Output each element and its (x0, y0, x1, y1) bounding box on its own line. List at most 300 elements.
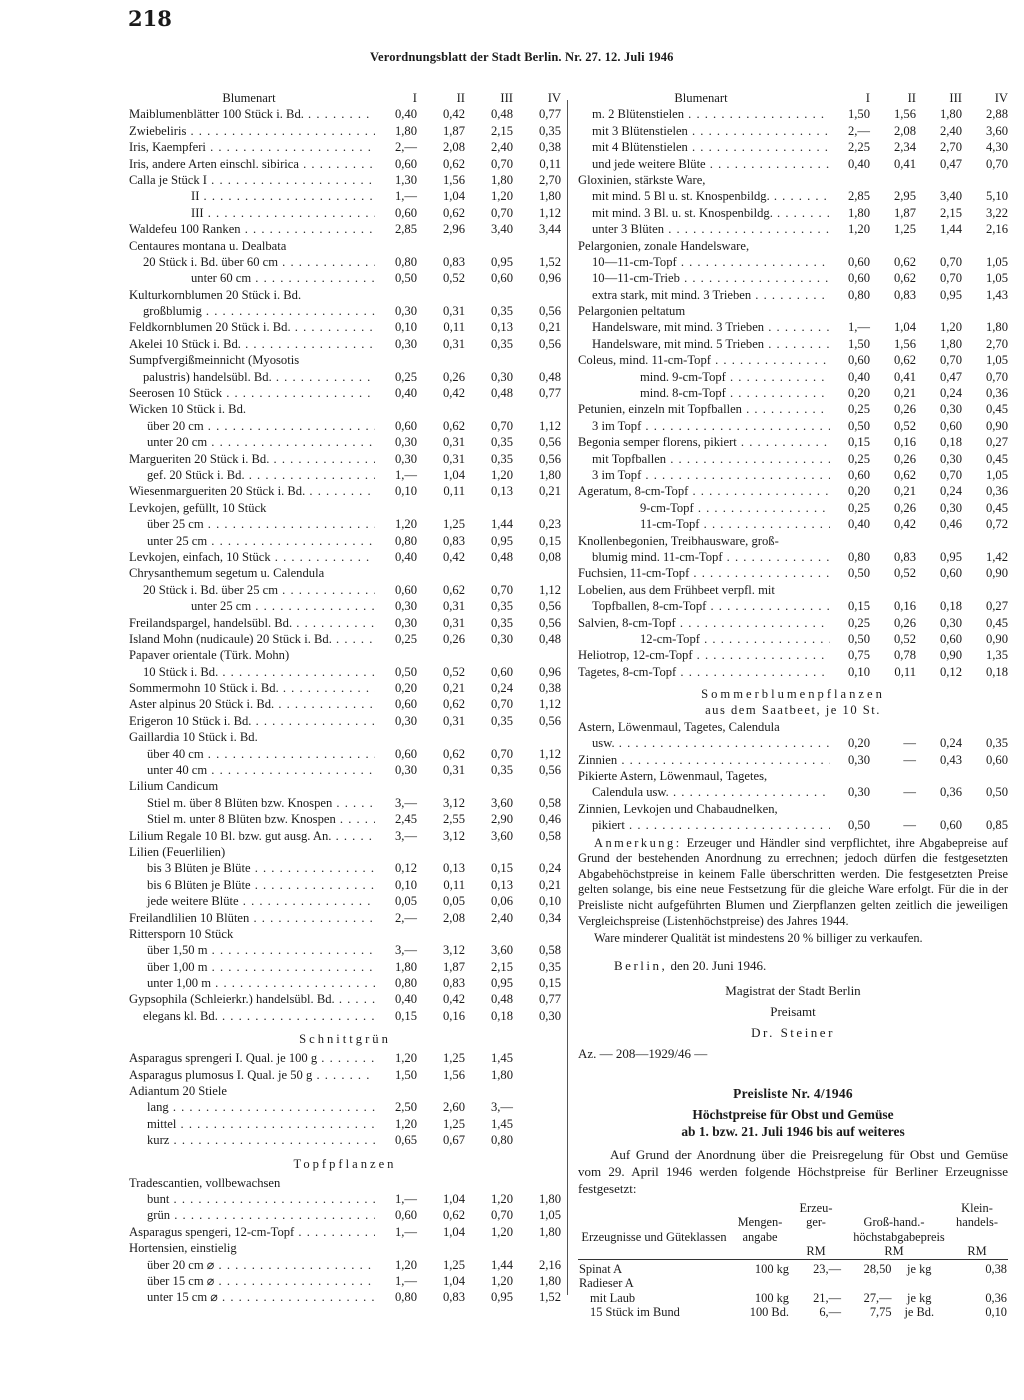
item-label: Gloxinien, stärkste Ware, (578, 172, 706, 187)
item-label: Calla je Stück I . . . (129, 172, 375, 188)
price-cell: 3,60 (490, 943, 513, 958)
cell-menge: 100 kg (754, 1290, 789, 1305)
table-row (129, 1240, 561, 1256)
price-cell: 0,83 (442, 1290, 465, 1305)
table-row (129, 991, 561, 1007)
table-row (129, 385, 561, 401)
item-label: Erigeron 10 Stück i. Bd. . . . (129, 713, 375, 729)
item-label: Feldkornblumen 20 Stück i. Bd. . . . (129, 319, 375, 335)
item-label: Akelei 10 Stück i. Bd. . . . (129, 336, 375, 352)
price-cell: 0,30 (394, 763, 417, 778)
table-row (129, 1083, 561, 1099)
price-cell: 0,13 (490, 877, 513, 892)
price-cell: 1,12 (538, 205, 561, 220)
table-row (129, 926, 561, 942)
cell-erz: 6,— (819, 1305, 841, 1320)
price-cell: 1,04 (442, 1192, 465, 1206)
price-cell: 0,52 (442, 664, 465, 679)
item-label: bis 3 Blüten je Blüte . . . (129, 860, 375, 876)
item-label: unter 20 cm . . . (129, 434, 375, 450)
price-cell: 0,95 (939, 287, 962, 302)
price-cell: 0,15 (394, 1008, 417, 1023)
table-row (129, 615, 561, 631)
col-head-i: I (865, 91, 870, 105)
item-label: Seerosen 10 Stück . . . (129, 385, 375, 401)
table-row (129, 319, 561, 335)
price-cell: 0,52 (893, 418, 916, 433)
price-cell: 0,70 (985, 369, 1008, 384)
anmerkung-label: Anmerkung: (594, 835, 682, 850)
price-cell: 0,38 (538, 140, 561, 155)
price-cell: 0,90 (985, 631, 1008, 646)
price-cell: 0,48 (490, 386, 513, 401)
item-label: Wicken 10 Stück i. Bd. (129, 402, 247, 417)
item-label: 3 im Topf . . . (578, 418, 830, 434)
table-row (578, 336, 1008, 352)
table-row (129, 516, 561, 532)
price-cell: 1,20 (394, 1257, 417, 1272)
page-header: Verordnungsblatt der Stadt Berlin. Nr. 27. 12. Juli 1946 (370, 50, 674, 64)
price-cell: 0,21 (538, 320, 561, 335)
table-row (129, 418, 561, 434)
price-cell: 0,56 (538, 599, 561, 614)
price-cell: 0,83 (442, 533, 465, 548)
price-cell: 0,18 (939, 599, 962, 614)
price-cell: 1,04 (442, 1273, 465, 1288)
price-cell: 0,47 (939, 156, 962, 171)
price-cell: 0,21 (442, 681, 465, 696)
table-row (129, 696, 561, 712)
price-cell: 1,12 (538, 697, 561, 712)
table-row (578, 287, 1008, 303)
price-cell: 3,— (394, 795, 417, 810)
price-cell: 4,30 (985, 140, 1008, 155)
table-row (129, 549, 561, 565)
item-label: mind. 8-cm-Topf . . . (578, 385, 830, 401)
cell-einheit: je kg (907, 1290, 932, 1305)
price-cell: 0,50 (985, 785, 1008, 800)
price-cell: 0,11 (539, 156, 561, 171)
cell-gross: 7,75 (869, 1305, 892, 1320)
price-cell: 0,46 (538, 812, 561, 827)
table-row (129, 336, 561, 352)
price-cell: 1,05 (985, 353, 1008, 368)
price-cell: 1,56 (893, 336, 916, 351)
item-label: Handelsware, mit mind. 3 Trieben . . . (578, 319, 830, 335)
table-row (129, 680, 561, 696)
price-cell: 0,60 (847, 467, 870, 482)
table-row (578, 615, 1008, 631)
table-row (129, 893, 561, 909)
anmerkung-quality-note (578, 931, 1008, 947)
price-cell: 0,20 (847, 736, 870, 751)
price-cell: 0,85 (985, 818, 1008, 833)
price-cell: 0,70 (939, 271, 962, 286)
table-row (129, 188, 561, 204)
preisliste-intro: Auf Grund der Anordnung über die Preisregelung für Obst und Gemüse vom 29. April 1946 werden folgende Höchstpreise für Berliner Erzeugnisse festgesetzt: (578, 1146, 1008, 1196)
price-cell: 0,83 (442, 254, 465, 269)
price-cell: 0,30 (394, 435, 417, 450)
price-cell: 0,15 (490, 861, 513, 876)
table-row (129, 172, 561, 188)
price-cell: 2,15 (490, 959, 513, 974)
item-label: jede weitere Blüte . . . (129, 893, 375, 909)
price-cell: 3,40 (939, 189, 962, 204)
item-label: über 1,00 m . . . (129, 959, 375, 975)
table-row (129, 303, 561, 319)
table-row (578, 768, 1008, 784)
item-label: Aster alpinus 20 Stück i. Bd. . . . (129, 696, 375, 712)
unit-rm-erzeuger: RM (806, 1244, 826, 1259)
item-label: Salvien, 8-cm-Topf . . . (578, 615, 830, 631)
price-cell: 0,48 (490, 107, 513, 122)
table-row (578, 451, 1008, 467)
price-cell: 1,20 (394, 517, 417, 532)
table-row (129, 778, 561, 794)
price-cell: 1,52 (538, 1290, 561, 1305)
price-cell: 0,70 (490, 1208, 513, 1223)
price-cell: 3,12 (442, 795, 465, 810)
table-row (129, 533, 561, 549)
price-cell: 0,58 (538, 943, 561, 958)
price-cell: 0,18 (939, 435, 962, 450)
price-cell: 0,11 (443, 484, 465, 499)
table-row (129, 369, 561, 385)
price-cell: 1,— (394, 1224, 417, 1239)
table-row (129, 1008, 561, 1024)
item-label: Levkojen, einfach, 10 Stück . . . (129, 549, 375, 565)
table-row (578, 647, 1008, 663)
table-row (578, 172, 1008, 188)
price-cell: 0,70 (490, 156, 513, 171)
table-row (129, 123, 561, 139)
left-column-header (129, 90, 561, 106)
unit-rm-grosshandel: RM (884, 1244, 904, 1259)
item-label: Papaver orientale (Türk. Mohn) (129, 648, 290, 663)
table-row (578, 801, 1008, 817)
date: den 20. Juni 1946. (670, 957, 767, 973)
price-cell: 0,12 (394, 861, 417, 876)
price-cell: 0,11 (443, 320, 465, 335)
item-label: Rittersporn 10 Stück (129, 926, 234, 941)
table-row (578, 500, 1008, 516)
item-label: m. 2 Blütenstielen . . . (578, 106, 830, 122)
price-cell: 0,40 (847, 156, 870, 171)
price-cell: 1,50 (847, 107, 870, 122)
price-cell: 1,30 (394, 172, 417, 187)
item-label: palustris) handelsübl. Bd. . . . (129, 369, 375, 385)
price-cell: 0,42 (442, 992, 465, 1007)
cell-name: mit Laub (590, 1290, 636, 1305)
price-cell: 0,30 (847, 785, 870, 800)
cell-klein: 0,10 (985, 1305, 1007, 1320)
price-cell: 1,87 (893, 205, 916, 220)
item-label: 20 Stück i. Bd. über 25 cm . . . (129, 582, 375, 598)
table-row (129, 975, 561, 991)
item-label: Iris, Kaempferi . . . (129, 139, 375, 155)
table-row (129, 664, 561, 680)
table-row (129, 910, 561, 926)
price-cell: 0,83 (442, 976, 465, 991)
table-row (129, 221, 561, 237)
price-cell: 3,22 (985, 205, 1008, 220)
item-label: III . . . (129, 205, 375, 221)
price-cell: 3,— (394, 828, 417, 843)
price-cell: 0,13 (490, 320, 513, 335)
price-cell: 1,20 (490, 1273, 513, 1288)
cell-klein: 0,36 (985, 1290, 1007, 1305)
price-cell: 0,20 (394, 681, 417, 696)
price-cell: 1,80 (939, 336, 962, 351)
table-row (578, 303, 1008, 319)
item-label: Ageratum, 8-cm-Topf . . . (578, 483, 830, 499)
price-cell: 0,90 (939, 648, 962, 663)
price-cell: 1,50 (847, 336, 870, 351)
price-cell: 0,70 (490, 418, 513, 433)
price-cell: 0,40 (847, 369, 870, 384)
table-row (129, 287, 561, 303)
left-price-table (129, 106, 561, 1024)
table-row (129, 647, 561, 663)
item-label: mit 4 Blütenstielen . . . (578, 139, 830, 155)
price-cell: 2,15 (939, 205, 962, 220)
price-cell: 0,30 (939, 500, 962, 515)
price-cell: 0,60 (394, 697, 417, 712)
price-cell: 0,95 (939, 549, 962, 564)
price-cell: 0,78 (893, 648, 916, 663)
price-cell: — (903, 736, 916, 751)
price-cell: 0,35 (490, 615, 513, 630)
price-cell: 1,05 (985, 271, 1008, 286)
price-cell: 0,30 (490, 631, 513, 646)
price-cell: 0,21 (538, 877, 561, 892)
item-label: über 1,50 m . . . (129, 942, 375, 958)
cell-klein (946, 1276, 1008, 1291)
price-cell: 0,48 (538, 369, 561, 384)
price-cell: 0,83 (893, 549, 916, 564)
table-row (578, 1276, 1008, 1291)
price-cell: 0,21 (538, 484, 561, 499)
price-cell: 1,80 (985, 320, 1008, 335)
preisliste-title: Preisliste Nr. 4/1946 (733, 1085, 853, 1101)
price-cell: 0,15 (538, 976, 561, 991)
table-row (129, 451, 561, 467)
item-label: Waldefeu 100 Ranken . . . (129, 221, 375, 237)
price-cell: 2,70 (985, 336, 1008, 351)
item-label: Zinnien . . . (578, 752, 830, 768)
topfpflanzen-heading: Topfpflanzen (293, 1156, 397, 1171)
item-label: Pelargonien peltatum (578, 304, 686, 319)
table-row (578, 752, 1008, 768)
price-cell: 0,30 (939, 615, 962, 630)
price-cell: 0,08 (538, 549, 561, 564)
price-cell: 2,85 (847, 189, 870, 204)
unit-rm-kleinhandel: RM (967, 1244, 987, 1259)
col-head-ii: II (907, 91, 916, 105)
price-cell: 0,36 (985, 386, 1008, 401)
table-row (129, 1207, 561, 1223)
price-cell: 0,31 (442, 763, 465, 778)
price-cell: 0,11 (894, 664, 916, 679)
price-cell: 1,56 (442, 1067, 465, 1082)
price-cell: 0,83 (893, 287, 916, 302)
price-cell: 1,20 (847, 222, 870, 237)
table-row (129, 746, 561, 762)
price-cell: — (903, 785, 916, 800)
table-row (129, 352, 561, 368)
price-cell: 1,25 (442, 1257, 465, 1272)
price-cell: 1,44 (490, 517, 513, 532)
price-cell: 0,62 (893, 353, 916, 368)
price-cell: 0,62 (442, 418, 465, 433)
table-row (129, 860, 561, 876)
obst-gemuese-price-table (578, 1201, 1008, 1320)
cell-name: Radieser A (579, 1276, 634, 1291)
price-cell: 2,60 (442, 1100, 465, 1115)
price-cell: 0,96 (538, 664, 561, 679)
table-row (129, 1067, 561, 1083)
price-cell: 0,50 (847, 631, 870, 646)
table-row (129, 828, 561, 844)
item-label: mit mind. 5 Bl u. st. Knospenbildg. . . . (578, 188, 830, 204)
price-cell: 2,85 (394, 222, 417, 237)
cell-erz (790, 1276, 842, 1291)
price-cell: 0,96 (538, 271, 561, 286)
cell-menge (730, 1276, 790, 1291)
price-cell: 0,27 (985, 599, 1008, 614)
table-row (578, 565, 1008, 581)
date-place: Berlin, (614, 957, 668, 973)
price-cell: 0,31 (442, 599, 465, 614)
right-price-table (578, 106, 1008, 680)
price-cell: 0,47 (939, 369, 962, 384)
right-column (578, 90, 1008, 1320)
item-label: unter 3 Blüten . . . (578, 221, 830, 237)
price-cell: 0,16 (442, 1008, 465, 1023)
col-head-ii: II (456, 91, 465, 105)
col-head-i: I (412, 91, 417, 105)
price-cell: 3,— (490, 1100, 513, 1115)
item-label: Lilium Candicum (129, 779, 219, 794)
item-label: Asparagus plumosus I. Qual. je 50 g . . . (129, 1067, 375, 1083)
price-cell: 1,43 (985, 287, 1008, 302)
price-cell: 0,25 (847, 402, 870, 417)
price-cell: 0,90 (985, 566, 1008, 581)
table-row (578, 631, 1008, 647)
item-label: mittel . . . (129, 1116, 375, 1132)
price-cell: 0,06 (490, 894, 513, 909)
price-cell: 1,80 (490, 1067, 513, 1082)
table-row (578, 582, 1008, 598)
price-cell: 0,50 (847, 418, 870, 433)
price-cell: 0,20 (847, 386, 870, 401)
table-row (578, 784, 1008, 800)
price-cell: 0,31 (442, 713, 465, 728)
price-cell: 0,34 (538, 910, 561, 925)
price-cell: 1,80 (538, 1192, 561, 1206)
price-cell: 0,05 (442, 894, 465, 909)
item-label: pikiert . . . (578, 817, 830, 833)
price-cell: 0,56 (538, 713, 561, 728)
table-row (578, 270, 1008, 286)
item-label: Begonia semper florens, pikiert . . . (578, 434, 830, 450)
col-head-iii: III (500, 91, 513, 105)
table-row (129, 762, 561, 778)
price-cell: 0,62 (442, 697, 465, 712)
price-cell: 1,80 (538, 467, 561, 482)
item-label: Zwiebeliris . . . (129, 123, 375, 139)
item-label: Knollenbegonien, Treibhausware, groß- (578, 533, 779, 548)
table-row (129, 1257, 561, 1273)
item-label: Centaures montana u. Dealbata (129, 238, 287, 253)
price-cell: 0,60 (394, 205, 417, 220)
price-cell: 1,12 (538, 418, 561, 433)
price-cell: 1,56 (442, 172, 465, 187)
table-row (578, 719, 1008, 735)
table-row (578, 188, 1008, 204)
price-cell: 0,56 (538, 304, 561, 319)
price-cell: 1,05 (985, 467, 1008, 482)
table-row (578, 467, 1008, 483)
col-erzeugnisse: Erzeugnisse und Güteklassen (581, 1229, 727, 1244)
price-cell: 0,35 (538, 959, 561, 974)
schnittgruen-heading: Schnittgrün (299, 1032, 391, 1047)
price-cell: 0,40 (847, 517, 870, 532)
price-cell: 0,60 (490, 271, 513, 286)
price-cell: 0,26 (893, 500, 916, 515)
price-cell: 0,62 (893, 467, 916, 482)
price-cell: 0,70 (490, 746, 513, 761)
price-cell: 1,80 (538, 1224, 561, 1239)
price-cell: 0,30 (394, 615, 417, 630)
price-cell: 0,56 (538, 336, 561, 351)
cell-menge: 100 kg (754, 1261, 789, 1276)
price-cell: 0,62 (442, 582, 465, 597)
col-kleinhandel: Klein-handels- (956, 1200, 998, 1230)
table-row (129, 1099, 561, 1115)
table-row (129, 1224, 561, 1240)
price-cell: 1,52 (538, 254, 561, 269)
price-cell: 0,18 (490, 1008, 513, 1023)
sommerblumen-table (578, 719, 1008, 834)
table-row (129, 582, 561, 598)
price-cell: 0,48 (490, 549, 513, 564)
item-label: 10—11-cm-Trieb . . . (578, 270, 830, 286)
price-cell: 2,15 (490, 123, 513, 138)
price-cell: 3,12 (442, 828, 465, 843)
price-cell: 0,30 (394, 451, 417, 466)
table-row (578, 205, 1008, 221)
price-cell: 1,25 (442, 1051, 465, 1066)
date-line (578, 955, 1008, 976)
price-cell: 0,16 (893, 435, 916, 450)
item-label: Freilandlilien 10 Blüten . . . (129, 910, 375, 926)
col-head-iv: IV (547, 91, 561, 105)
price-cell: 0,26 (893, 615, 916, 630)
price-cell: 0,15 (847, 435, 870, 450)
price-cell: 0,62 (442, 205, 465, 220)
table-row (578, 156, 1008, 172)
table-row (129, 713, 561, 729)
price-cell: 0,05 (394, 894, 417, 909)
price-cell: 0,60 (394, 582, 417, 597)
table-row (578, 369, 1008, 385)
price-cell: 1,56 (893, 107, 916, 122)
price-cell: 0,80 (847, 549, 870, 564)
price-cell: 0,23 (538, 517, 561, 532)
col-head-iii: III (949, 91, 962, 105)
item-label: großblumig . . . (129, 303, 375, 319)
